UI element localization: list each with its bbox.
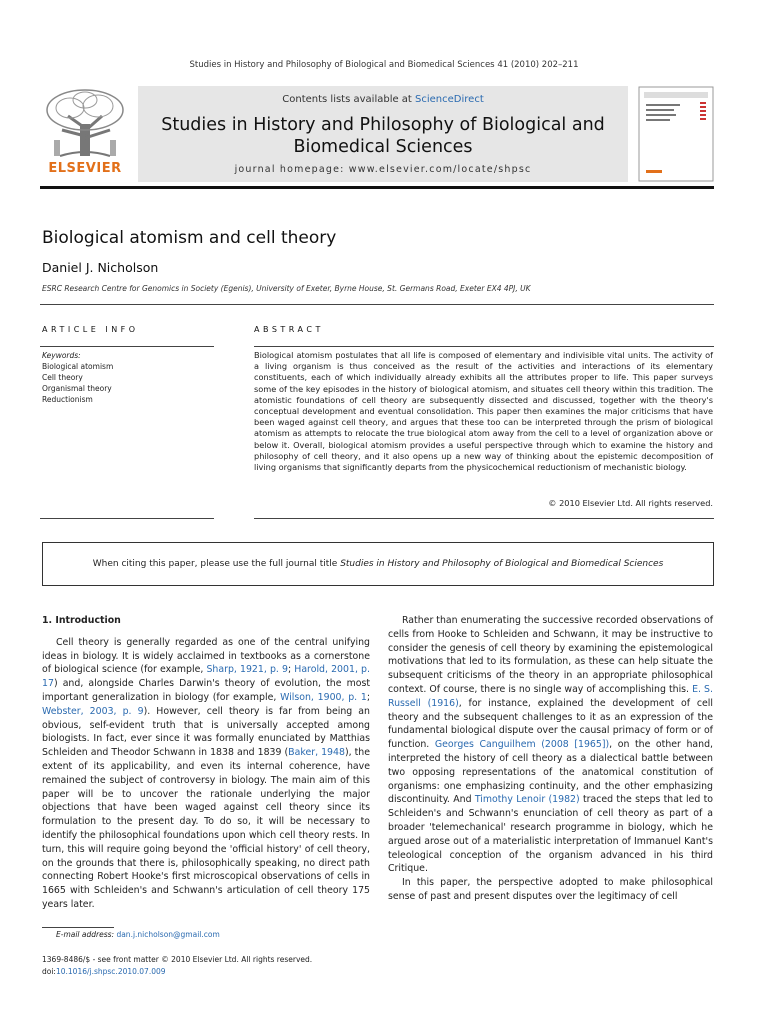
- doi-label: doi:: [42, 967, 56, 976]
- journal-homepage[interactable]: journal homepage: www.elsevier.com/locate/shpsc: [234, 164, 532, 175]
- paragraph: In this paper, the perspective adopted to make philosophical sense of past and present disputes over the legitimacy of cell: [388, 877, 713, 902]
- text-run: traced the steps that led to Schleiden's and Schwann's enunciation of cell theory as part of a broader 'telemechanical' research programme in biology, which he argued arose out of a materialistic interpretation of Immanuel Kant's teleological conception of the organism advanced in his third Critique.: [388, 794, 713, 875]
- citation-link[interactable]: Wilson, 1900, p. 1: [280, 691, 367, 703]
- elsevier-wordmark: ELSEVIER: [48, 161, 122, 176]
- issn-line: 1369-8486/$ - see front matter © 2010 Elsevier Ltd. All rights reserved.: [42, 955, 313, 964]
- journal-header: [40, 86, 714, 182]
- divider: [40, 304, 714, 305]
- journal-cover-thumbnail[interactable]: [638, 86, 714, 182]
- paragraph: [388, 614, 713, 876]
- article-title: Biological atomism and cell theory: [42, 228, 337, 248]
- contents-line: [138, 94, 628, 105]
- keywords-title: Keywords:: [42, 351, 81, 360]
- footnote-rule: [42, 927, 114, 928]
- citation-link[interactable]: Georges Canguilhem (2008 [1965]): [434, 739, 610, 751]
- sciencedirect-link[interactable]: ScienceDirect: [415, 94, 484, 105]
- citation-link[interactable]: Baker, 1948: [288, 747, 345, 759]
- citation-link[interactable]: Sharp, 1921, p. 9: [206, 664, 288, 676]
- citation-journal: Studies in History and Philosophy of Biological and Biomedical Sciences: [340, 559, 664, 569]
- text-run: ). However, cell theory is far from being an obvious, self-evident truth that is universally accepted among biologists. In fact, ever since it was formally enunciated by Matthias Schleiden and Theodor Schwann in 1838 and 1839 (: [42, 705, 370, 759]
- abstract-label: ABSTRACT: [254, 325, 324, 334]
- keyword: Cell theory: [42, 373, 83, 382]
- body-column-left: [42, 614, 370, 912]
- author-name: Daniel J. Nicholson: [42, 260, 159, 275]
- tree-icon: [40, 86, 130, 162]
- text-run: Rather than enumerating the successive recorded observations of cells from Hooke to Schleiden and Schwann, it may be instructive to consider the genesis of cell theory by examining the epistemological motivations that led to its formulation, as these can help situate the subsequent criticisms of the theory in an appropriate philosophical context. Of course, there is no single way of accomplishing this.: [388, 615, 713, 695]
- keyword: Reductionism: [42, 395, 93, 404]
- elsevier-logo[interactable]: [40, 86, 130, 182]
- divider: [40, 518, 214, 519]
- author-affiliation: ESRC Research Centre for Genomics in Society (Egenis), University of Exeter, Byrne House, St. Germans Road, Exeter EX4 4PJ, UK: [42, 284, 531, 293]
- text-run: ;: [366, 691, 370, 703]
- citation-link[interactable]: Timothy Lenoir (1982): [474, 794, 580, 806]
- divider: [254, 346, 714, 347]
- citation-prefix: When citing this paper, please use the full journal title: [92, 559, 341, 569]
- journal-title: [138, 114, 628, 158]
- journal-title-line2: Biomedical Sciences: [293, 137, 473, 157]
- citation-link[interactable]: E. S. Russell (1916): [388, 683, 713, 709]
- divider: [254, 518, 714, 519]
- abstract-text: Biological atomism postulates that all life is composed of elementary and indivisible vital units. The activity of a living organism is thus conceived as the result of the activities and interactions of its elementary constituents, each of which individually already exhibits all the attributes proper to life. This paper surveys some of the key episodes in the history of biological atomism, and situates cell theory within this tradition. The atomistic foundations of cell theory are subsequently dissected and discussed, together with the theory's conceptual development and eventual consolidation. This paper then examines the major criticisms that have been waged against cell theory, and argues that these too can be interpreted through the prism of biological atomism as attempts to relocate the true biological atom away from the cell to a level of organization above or below it. Overall, biological atomism provides a useful perspective through which to examine the history and philosophy of cell theory, and it also opens up a new way of thinking about the epistemic decomposition of living organisms that significantly departs from the physicochemical reductionism of mechanistic biology.: [254, 350, 713, 473]
- keyword: Biological atomism: [42, 362, 114, 371]
- keywords-block: [42, 350, 113, 405]
- footnote-email: [56, 930, 220, 939]
- copyright: © 2010 Elsevier Ltd. All rights reserved.: [548, 498, 713, 508]
- contents-prefix: Contents lists available at: [282, 94, 416, 105]
- masthead: [138, 86, 628, 182]
- text-run: Cell theory is generally regarded as one of the central unifying ideas in biology. It is widely acclaimed in textbooks as a cornerstone of biological science (for example,: [42, 636, 370, 676]
- doi-line: [42, 966, 312, 978]
- section-heading: 1. Introduction: [42, 615, 121, 626]
- text-run: ;: [287, 664, 295, 676]
- text-run: ), the extent of its applicability, and even its internal coherence, have remained the subject of controversy in biology. The main aim of this paper will be to uncover the rationale underlying the major objections that have been waged against cell theory since its formulation to the present day. To do so, it will be necessary to identify the philosophical foundations upon which cell theory rests. In turn, this will require going beyond the 'official history' of cell theory, on the grounds that there is, philosophically speaking, no direct path connecting Robert Hooke's first microscopical observations of cells in 1665 with Schleiden's and Schwann's articulation of cell theory 175 years later.: [42, 747, 370, 910]
- doi-link[interactable]: 10.1016/j.shpsc.2010.07.009: [55, 967, 166, 976]
- body-column-right: [388, 614, 713, 904]
- paragraph: [42, 636, 370, 912]
- text-run: ) and, alongside Charles Darwin's theory of evolution, the most important generalization in biology (for example,: [42, 678, 370, 703]
- citation-text: [43, 559, 713, 569]
- footer: [42, 954, 312, 978]
- email-label: E-mail address:: [56, 930, 117, 939]
- email-link[interactable]: dan.j.nicholson@gmail.com: [116, 930, 220, 939]
- divider: [40, 346, 214, 347]
- text-run: , on the other hand, interpreted the history of cell theory as a dialectical battle between two opposing representations of the anatomical constitution of organisms: one emphasizing continuity, and the other emphasizing discontinuity. And: [388, 739, 714, 806]
- citation-link[interactable]: Webster, 2003, p. 9: [42, 705, 144, 717]
- article-info-label: ARTICLE INFO: [42, 325, 139, 334]
- citation-notice: [42, 542, 714, 586]
- running-head: Studies in History and Philosophy of Biological and Biomedical Sciences 41 (2010) 202–211: [189, 60, 579, 70]
- text-run: , for instance, explained the development of cell theory and the subsequent challenges to it as an expression of the fundamental biological dispute over the causal primacy of form or of function.: [388, 697, 713, 751]
- journal-title-line1: Studies in History and Philosophy of Biological and: [161, 115, 605, 135]
- keyword: Organismal theory: [42, 384, 112, 393]
- journal-cover-icon: [638, 86, 714, 182]
- header-rule: [40, 186, 714, 189]
- citation-link[interactable]: Harold, 2001, p. 17: [42, 664, 370, 690]
